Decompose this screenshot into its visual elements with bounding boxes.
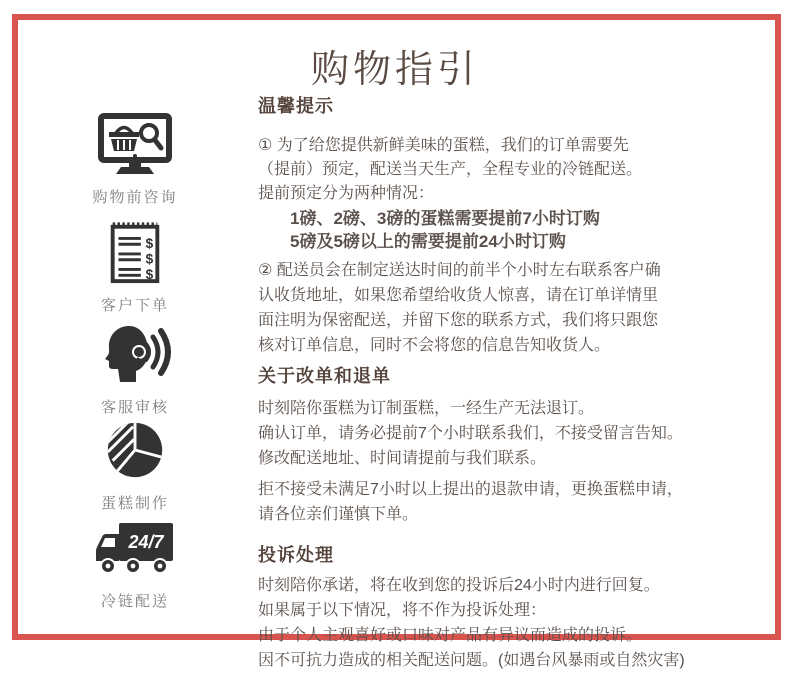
text-line-bold: 1磅、2磅、3磅的蛋糕需要提前7小时订购 [290, 209, 600, 228]
sidebar-step-label: 购物前咨询 [92, 189, 178, 206]
text-line: 认收货地址，如果您希望给收货人惊喜，请在订单详情里 [258, 287, 659, 304]
section-heading-changes: 关于改单和退单 [258, 366, 391, 386]
sidebar-step-pre-purchase-consult [60, 112, 210, 207]
text-line: 面注明为保密配送，并留下您的联系方式，我们将只跟您 [258, 312, 659, 329]
headset-service-icon [96, 322, 174, 386]
notice-advance-order-rules [258, 207, 758, 253]
currency-glyph: $ [145, 267, 154, 283]
currency-glyph: $ [145, 236, 154, 252]
text-line: 提前预定分为两种情况： [258, 185, 435, 202]
currency-glyph: $ [145, 251, 154, 267]
sidebar-step-cold-chain-delivery [60, 516, 210, 611]
text-line: 由于个人主观喜好或口味对产品有异议而造成的投诉。 [258, 627, 643, 644]
text-line: 修改配送地址、时间请提前与我们联系。 [258, 450, 547, 467]
delivery-truck-icon [93, 520, 177, 576]
changes-paragraph-1 [258, 396, 758, 471]
complaints-paragraph [258, 573, 758, 673]
text-line: 时刻陪你蛋糕为订制蛋糕，一经生产无法退订。 [258, 400, 595, 417]
text-line-bold: 5磅及5磅以上的需要提前24小时订购 [290, 232, 566, 251]
text-line: ① 为了给您提供新鲜美味的蛋糕，我们的订单需要先 [258, 137, 629, 154]
text-line: （提前）预定，配送当天生产，全程专业的冷链配送。 [258, 161, 643, 178]
text-line: 因不可抗力造成的相关配送问题。(如遇台风暴雨或自然灾害) [258, 652, 685, 669]
text-line: 确认订单，请务必提前7个小时联系我们，不接受留言告知。 [258, 425, 683, 442]
delivery-truck-icon [93, 516, 177, 580]
notice-paragraph-1 [258, 134, 758, 206]
sidebar-step-label: 客服审核 [100, 399, 169, 416]
cake-making-icon [102, 418, 168, 482]
truck-badge-text: 24/7 [128, 532, 164, 552]
section-heading-notice: 温馨提示 [258, 96, 334, 116]
monitor-basket-search-icon [91, 113, 179, 175]
text-line: 时刻陪你承诺，将在收到您的投诉后24小时内进行回复。 [258, 577, 660, 594]
page-title: 购物指引 [310, 49, 479, 91]
sidebar-step-label: 冷链配送 [100, 593, 169, 610]
sidebar-step-customer-order [60, 220, 210, 315]
sidebar-step-label: 客户下单 [100, 297, 169, 314]
section-heading-complaints: 投诉处理 [258, 545, 334, 565]
sidebar-step-cake-making [60, 418, 210, 513]
text-line: 如果属于以下情况，将不作为投诉处理： [258, 602, 547, 619]
monitor-basket-search-icon [91, 112, 179, 176]
text-line: 请各位亲们谨慎下单。 [258, 506, 419, 523]
headset-service-icon [96, 324, 174, 384]
cake-making-icon [102, 417, 168, 483]
text-line: 拒不接受未满足7小时以上提出的退款申请，更换蛋糕申请， [258, 481, 683, 498]
order-receipt-icon [105, 219, 165, 285]
sidebar-step-service-review [60, 322, 210, 417]
sidebar-step-label: 蛋糕制作 [100, 495, 169, 512]
guide-content [258, 92, 758, 673]
notice-paragraph-2 [258, 258, 758, 358]
text-line: ② 配送员会在制定送达时间的前半个小时左右联系客户确 [258, 262, 661, 279]
changes-paragraph-2 [258, 477, 758, 527]
order-receipt-icon [105, 220, 165, 284]
text-line: 核对订单信息，同时不会将您的信息告知收货人。 [258, 337, 611, 354]
